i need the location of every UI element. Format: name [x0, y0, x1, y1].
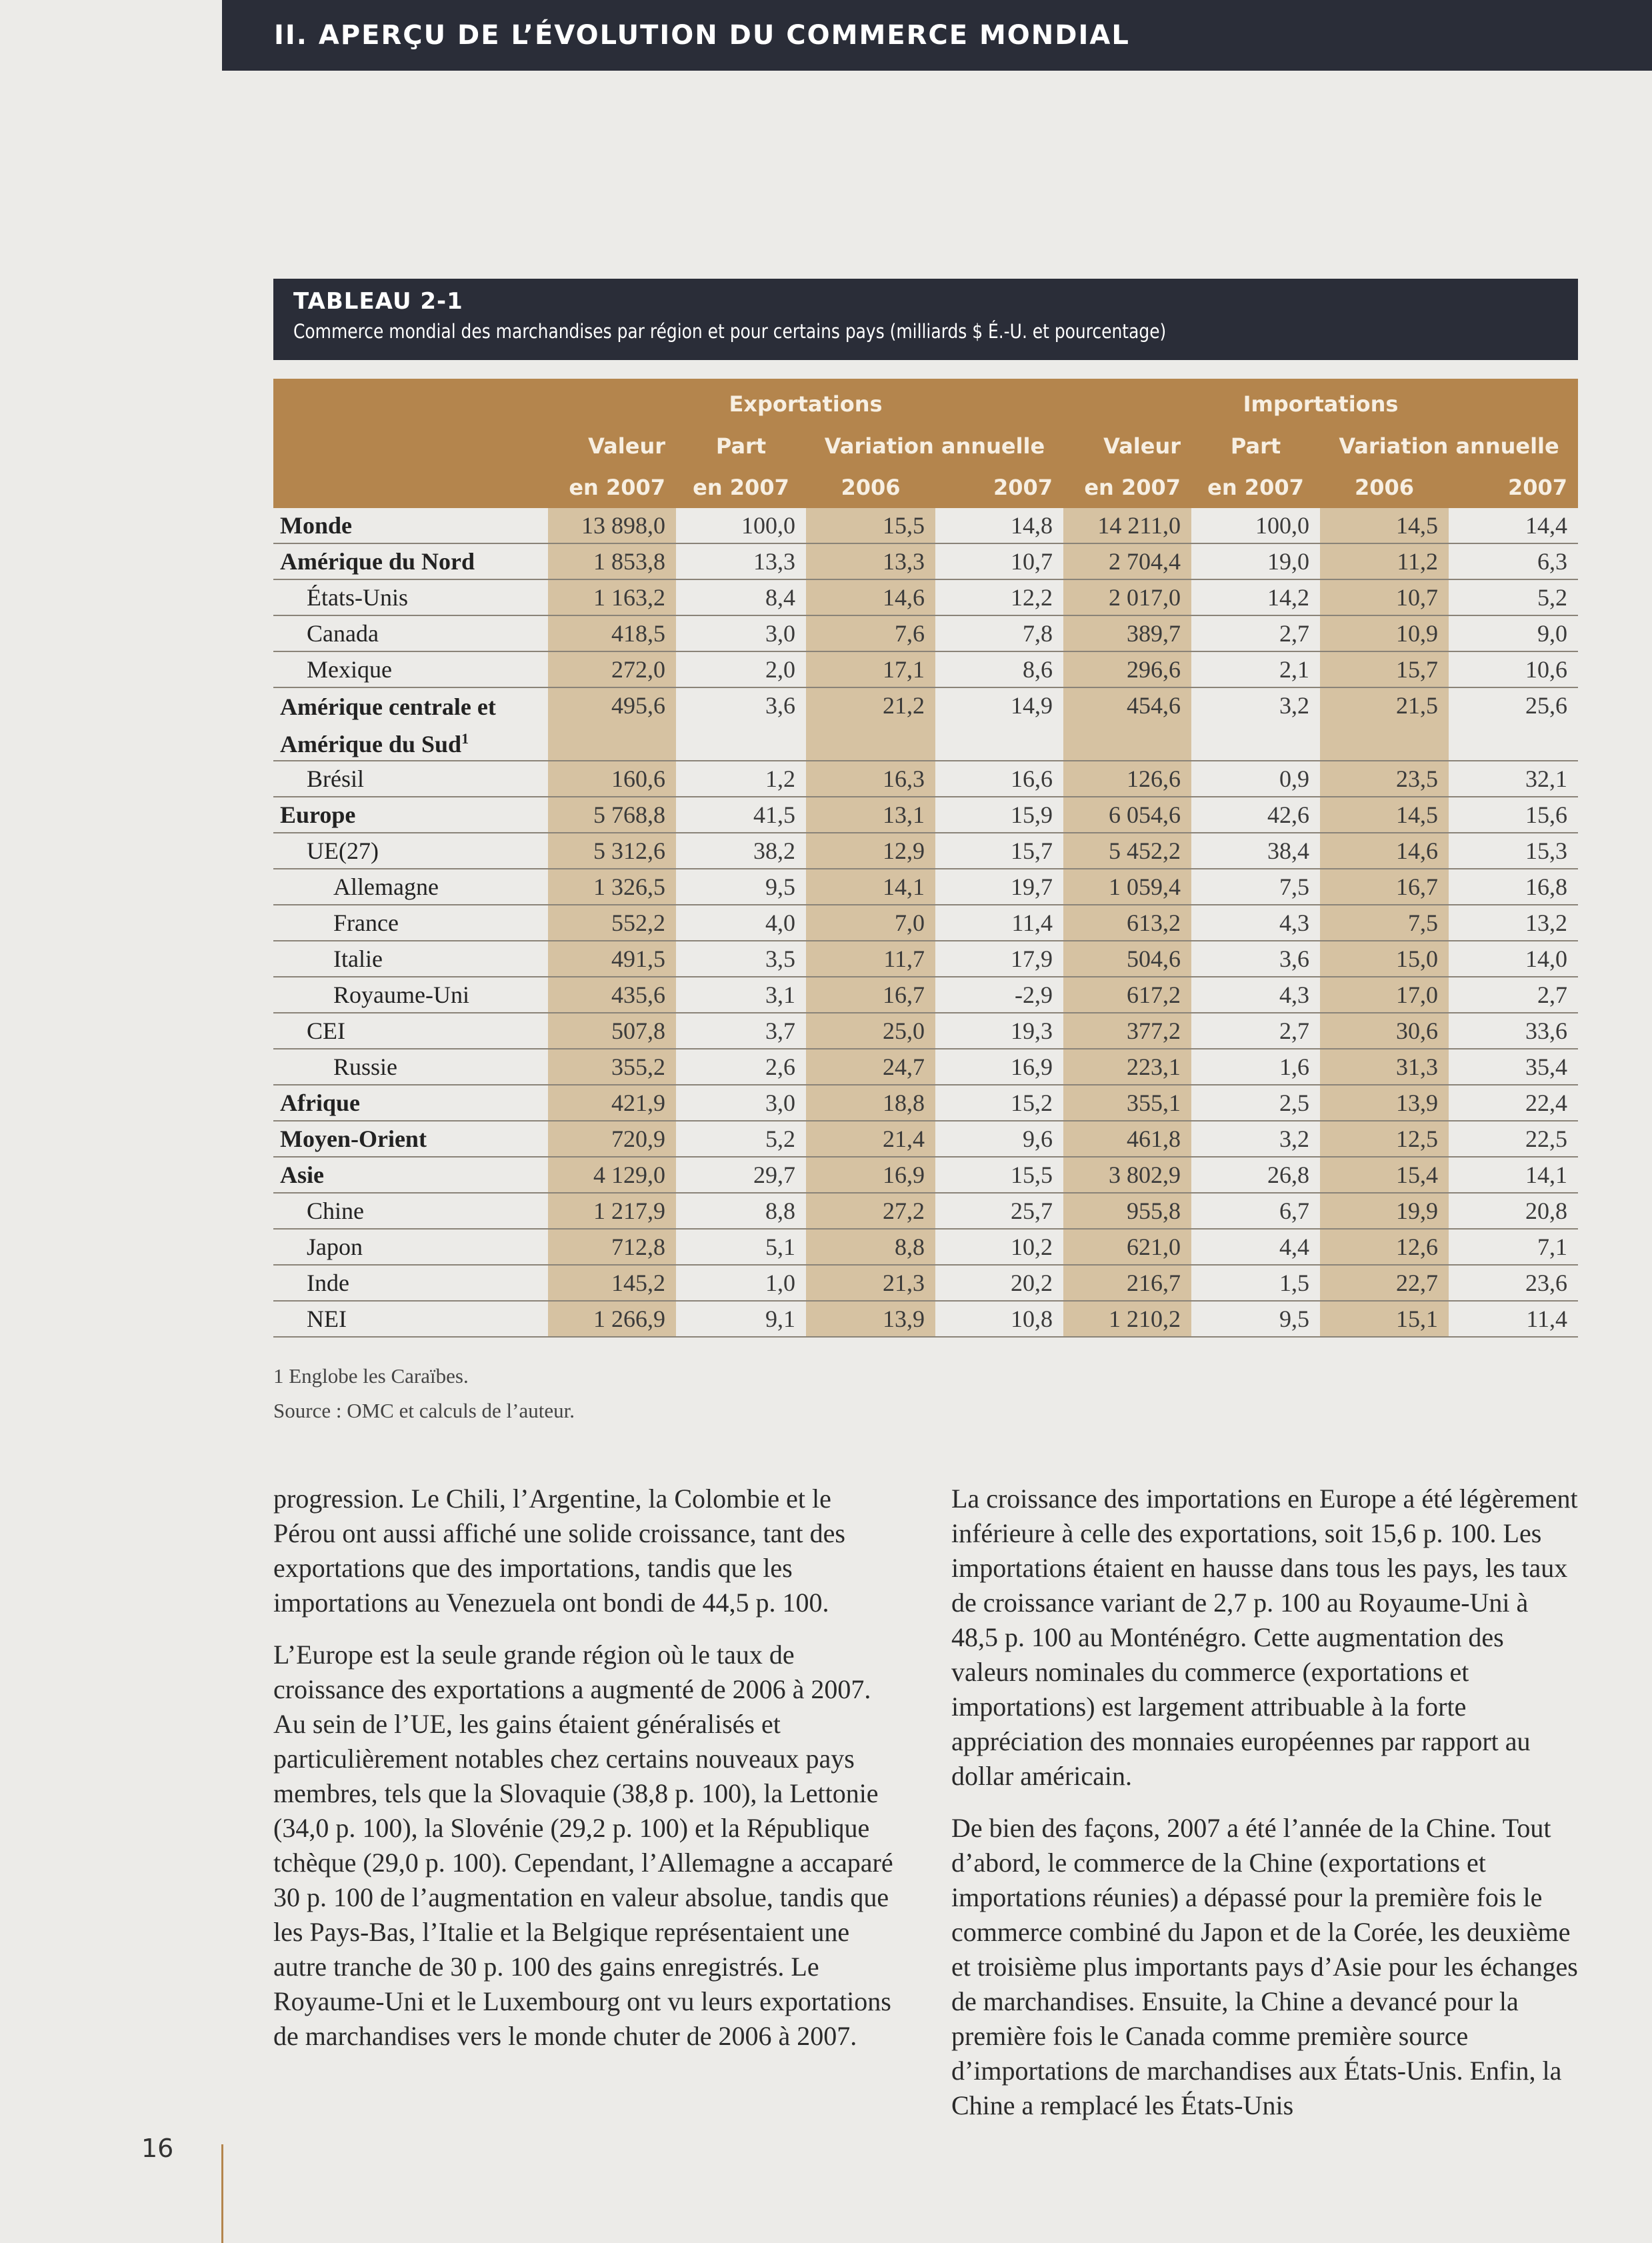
table-cell: 26,8: [1191, 1157, 1320, 1193]
table-cell: 17,9: [935, 941, 1063, 977]
table-cell: 19,3: [935, 1013, 1063, 1049]
table-cell: 2,7: [1449, 977, 1578, 1013]
table-cell: 4 129,0: [548, 1157, 676, 1193]
table-cell: 21,4: [806, 1121, 935, 1157]
table-cell: 30,6: [1320, 1013, 1449, 1049]
table-cell: 13,2: [1449, 905, 1578, 941]
table-cell: 495,6: [548, 687, 676, 761]
table-cell: 8,8: [676, 1193, 806, 1229]
table-cell: 7,1: [1449, 1229, 1578, 1265]
table-row: [273, 1085, 1578, 1121]
table-cell: 12,9: [806, 833, 935, 869]
row-label: [273, 1085, 548, 1121]
table-cell: 18,8: [806, 1085, 935, 1121]
table-cell: 15,5: [806, 508, 935, 543]
table-cell: 4,4: [1191, 1229, 1320, 1265]
table-cell: 216,7: [1063, 1265, 1191, 1301]
table-cell: 11,7: [806, 941, 935, 977]
table-cell: 16,6: [935, 761, 1063, 797]
table-cell: 3,2: [1191, 687, 1320, 761]
table-cell: 15,2: [935, 1085, 1063, 1121]
year-head: en 2007: [1191, 467, 1320, 508]
table-cell: 16,7: [806, 977, 935, 1013]
table-cell: 29,7: [676, 1157, 806, 1193]
year-head: 2007: [1449, 467, 1578, 508]
table-cell: 3 802,9: [1063, 1157, 1191, 1193]
body-column-left: [273, 1482, 900, 2071]
table-row: [273, 869, 1578, 905]
row-label: [273, 543, 548, 579]
row-label-text: France: [333, 909, 399, 936]
table-cell: 14,9: [935, 687, 1063, 761]
table-cell: 491,5: [548, 941, 676, 977]
table-cell: 617,2: [1063, 977, 1191, 1013]
table-cell: 3,6: [1191, 941, 1320, 977]
table-cell: 1 210,2: [1063, 1301, 1191, 1337]
row-label: [273, 508, 548, 543]
year-head: 2006: [1320, 467, 1449, 508]
row-label: [273, 869, 548, 905]
table-cell: 461,8: [1063, 1121, 1191, 1157]
table-row: [273, 1049, 1578, 1085]
table-row: [273, 833, 1578, 869]
table-cell: 21,2: [806, 687, 935, 761]
row-label: [273, 941, 548, 977]
table-cell: 0,9: [1191, 761, 1320, 797]
group-imports: Importations: [1063, 379, 1578, 425]
table-cell: 9,0: [1449, 615, 1578, 651]
table-cell: 15,7: [935, 833, 1063, 869]
table-cell: 20,2: [935, 1265, 1063, 1301]
table-cell: 355,1: [1063, 1085, 1191, 1121]
footnote-marker: 1: [461, 730, 469, 747]
row-label-text: Chine: [307, 1198, 364, 1224]
table-cell: 8,8: [806, 1229, 935, 1265]
table-row: [273, 797, 1578, 833]
table-cell: 27,2: [806, 1193, 935, 1229]
table-cell: 2,7: [1191, 615, 1320, 651]
year-head: en 2007: [1063, 467, 1191, 508]
table-cell: 41,5: [676, 797, 806, 833]
subhead: Part: [676, 425, 806, 467]
table-cell: 13,9: [806, 1301, 935, 1337]
table-cell: 552,2: [548, 905, 676, 941]
table-cell: 22,5: [1449, 1121, 1578, 1157]
table-cell: 14,0: [1449, 941, 1578, 977]
header-row-years: [273, 467, 1578, 508]
table-cell: 42,6: [1191, 797, 1320, 833]
table-cell: 1 853,8: [548, 543, 676, 579]
table-cell: 14,1: [806, 869, 935, 905]
table-cell: 5 452,2: [1063, 833, 1191, 869]
table-cell: 223,1: [1063, 1049, 1191, 1085]
table-cell: 15,6: [1449, 797, 1578, 833]
table-cell: 6,3: [1449, 543, 1578, 579]
table-cell: 2 704,4: [1063, 543, 1191, 579]
table-cell: 6,7: [1191, 1193, 1320, 1229]
row-label: [273, 797, 548, 833]
table-cell: 16,3: [806, 761, 935, 797]
row-label: [273, 761, 548, 797]
table-cell: 1,2: [676, 761, 806, 797]
table-cell: 10,8: [935, 1301, 1063, 1337]
trade-table: [273, 379, 1578, 1338]
source-note: Source : OMC et calculs de l’auteur.: [273, 1399, 575, 1422]
row-label: [273, 687, 548, 761]
row-label: [273, 1157, 548, 1193]
table-cell: 9,5: [1191, 1301, 1320, 1337]
table-cell: 16,8: [1449, 869, 1578, 905]
table-cell: 6 054,6: [1063, 797, 1191, 833]
table-cell: 126,6: [1063, 761, 1191, 797]
table-row: [273, 761, 1578, 797]
table-cell: 5 312,6: [548, 833, 676, 869]
table-cell: 38,2: [676, 833, 806, 869]
table-cell: 3,6: [676, 687, 806, 761]
table-cell: 14,6: [1320, 833, 1449, 869]
subhead: Variation annuelle: [1320, 425, 1578, 467]
row-label-text: Asie: [280, 1162, 324, 1188]
table-cell: 19,9: [1320, 1193, 1449, 1229]
table-cell: 5,2: [676, 1121, 806, 1157]
row-label-text: Amérique centrale et: [280, 693, 496, 720]
table-row: [273, 1013, 1578, 1049]
table-cell: 15,9: [935, 797, 1063, 833]
table-cell: 377,2: [1063, 1013, 1191, 1049]
table-row: [273, 1301, 1578, 1337]
subhead: Valeur: [1063, 425, 1191, 467]
year-head: en 2007: [548, 467, 676, 508]
table-cell: 15,7: [1320, 651, 1449, 687]
row-label-text: Mexique: [307, 656, 392, 683]
table-row: [273, 977, 1578, 1013]
table-cell: 10,2: [935, 1229, 1063, 1265]
row-label-text: NEI: [307, 1306, 347, 1332]
table-cell: 2,5: [1191, 1085, 1320, 1121]
table-cell: 9,5: [676, 869, 806, 905]
row-label: [273, 651, 548, 687]
table-cell: 14,8: [935, 508, 1063, 543]
table-cell: 13,1: [806, 797, 935, 833]
row-label: [273, 1121, 548, 1157]
table-cell: 7,6: [806, 615, 935, 651]
table-cell: 272,0: [548, 651, 676, 687]
table-cell: 1 163,2: [548, 579, 676, 615]
table-cell: 2,6: [676, 1049, 806, 1085]
row-label-text: Italie: [333, 945, 383, 972]
year-head: 2006: [806, 467, 935, 508]
table-cell: 100,0: [1191, 508, 1320, 543]
row-label: [273, 977, 548, 1013]
table-cell: 7,8: [935, 615, 1063, 651]
table-cell: 720,9: [548, 1121, 676, 1157]
table-cell: 1 266,9: [548, 1301, 676, 1337]
table-cell: 3,7: [676, 1013, 806, 1049]
table-caption: Commerce mondial des marchandises par région et pour certains pays (milliards $ É.-U. et pourcentage): [293, 320, 1167, 343]
table-cell: 5,2: [1449, 579, 1578, 615]
page-number: 16: [141, 2134, 174, 2163]
table-cell: 1,0: [676, 1265, 806, 1301]
table-cell: 13 898,0: [548, 508, 676, 543]
table-cell: 16,9: [935, 1049, 1063, 1085]
table-cell: 15,3: [1449, 833, 1578, 869]
table-cell: 3,0: [676, 1085, 806, 1121]
table-cell: 16,7: [1320, 869, 1449, 905]
paragraph: De bien des façons, 2007 a été l’année de la Chine. Tout d’abord, le commerce de la Chine (exportations et importations réunies) a dépassé pour la première fois le commerce combiné du Japon et de la Corée, les deuxième et troisième plus importants pays d’Asie pour les échanges de marchandises. Ensuite, la Chine a devancé pour la première fois le Canada comme première source d’importations de marchandises aux États-Unis. Enfin, la Chine a remplacé les États-Unis: [951, 1813, 1578, 2120]
row-label-text: Brésil: [307, 765, 364, 792]
table-cell: 21,3: [806, 1265, 935, 1301]
table-cell: 32,1: [1449, 761, 1578, 797]
table-cell: 17,0: [1320, 977, 1449, 1013]
table-cell: 22,7: [1320, 1265, 1449, 1301]
table-cell: 16,9: [806, 1157, 935, 1193]
row-label: [273, 615, 548, 651]
table-cell: 1 326,5: [548, 869, 676, 905]
table-cell: 296,6: [1063, 651, 1191, 687]
table-cell: 21,5: [1320, 687, 1449, 761]
table-cell: 2,0: [676, 651, 806, 687]
table-cell: 19,0: [1191, 543, 1320, 579]
table-cell: 11,2: [1320, 543, 1449, 579]
subhead: Part: [1191, 425, 1320, 467]
table-cell: 14 211,0: [1063, 508, 1191, 543]
table-row: [273, 1265, 1578, 1301]
table-cell: 10,7: [935, 543, 1063, 579]
table-cell: 1,6: [1191, 1049, 1320, 1085]
table-cell: 25,6: [1449, 687, 1578, 761]
table-cell: 13,9: [1320, 1085, 1449, 1121]
table-cell: 421,9: [548, 1085, 676, 1121]
row-label-text: Canada: [307, 620, 379, 647]
subhead: Valeur: [548, 425, 676, 467]
table-cell: 11,4: [935, 905, 1063, 941]
row-label-text: CEI: [307, 1017, 345, 1044]
table-notes: [273, 1359, 575, 1428]
header-row-subheads: [273, 425, 1578, 467]
table-cell: 33,6: [1449, 1013, 1578, 1049]
table-cell: 8,6: [935, 651, 1063, 687]
table-cell: 12,5: [1320, 1121, 1449, 1157]
row-label-text: Monde: [280, 512, 352, 539]
row-label: [273, 833, 548, 869]
row-label-text: Amérique du Sud: [280, 731, 462, 757]
table-cell: 35,4: [1449, 1049, 1578, 1085]
table-row: [273, 508, 1578, 543]
table-cell: 24,7: [806, 1049, 935, 1085]
table-row: [273, 1193, 1578, 1229]
table-cell: 23,6: [1449, 1265, 1578, 1301]
row-label: [273, 1013, 548, 1049]
table-cell: 14,1: [1449, 1157, 1578, 1193]
table-row: [273, 905, 1578, 941]
paragraph: La croissance des importations en Europe a été légèrement inférieure à celle des exportations, soit 15,6 p. 100. Les importations étaient en hausse dans tous les pays, les taux de croissance variant de 2,7 p. 100 au Royaume-Uni à 48,5 p. 100 au Monténégro. Cette augmentation des valeurs nominales du commerce (exportations et importations) est largement attribuable à la forte appréciation des monnaies européennes par rapport au dollar américain.: [951, 1484, 1578, 1791]
table-cell: 9,1: [676, 1301, 806, 1337]
table-cell: 15,5: [935, 1157, 1063, 1193]
table-cell: 38,4: [1191, 833, 1320, 869]
table-cell: 504,6: [1063, 941, 1191, 977]
table-row: [273, 1229, 1578, 1265]
table-row: [273, 543, 1578, 579]
year-head: 2007: [935, 467, 1063, 508]
row-label-text: Royaume-Uni: [333, 981, 469, 1008]
table-cell: 4,3: [1191, 905, 1320, 941]
table-cell: 2,7: [1191, 1013, 1320, 1049]
table-cell: 14,4: [1449, 508, 1578, 543]
table-cell: 9,6: [935, 1121, 1063, 1157]
table-row: [273, 615, 1578, 651]
table-cell: 1,5: [1191, 1265, 1320, 1301]
table-cell: 1 059,4: [1063, 869, 1191, 905]
footnote: 1 Englobe les Caraïbes.: [273, 1364, 469, 1388]
table-cell: 15,0: [1320, 941, 1449, 977]
table-cell: 13,3: [676, 543, 806, 579]
table-cell: 2,1: [1191, 651, 1320, 687]
table-cell: 4,3: [1191, 977, 1320, 1013]
table-cell: 10,7: [1320, 579, 1449, 615]
table-cell: 17,1: [806, 651, 935, 687]
row-label-text: Russie: [333, 1053, 398, 1080]
subhead: Variation annuelle: [806, 425, 1063, 467]
row-label: [273, 1301, 548, 1337]
table-row: [273, 1157, 1578, 1193]
table-cell: 20,8: [1449, 1193, 1578, 1229]
table-cell: 613,2: [1063, 905, 1191, 941]
table-cell: 100,0: [676, 508, 806, 543]
row-label: [273, 1193, 548, 1229]
table-cell: 11,4: [1449, 1301, 1578, 1337]
table-cell: 4,0: [676, 905, 806, 941]
row-label: [273, 1049, 548, 1085]
row-label-text: Europe: [280, 801, 356, 828]
table-row: [273, 941, 1578, 977]
table-caption-box: [273, 279, 1578, 360]
table-cell: -2,9: [935, 977, 1063, 1013]
section-header: [222, 0, 1652, 71]
table-cell: 2 017,0: [1063, 579, 1191, 615]
table-cell: 389,7: [1063, 615, 1191, 651]
body-column-right: [951, 1482, 1578, 2140]
table-cell: 25,0: [806, 1013, 935, 1049]
table-cell: 14,2: [1191, 579, 1320, 615]
table-cell: 22,4: [1449, 1085, 1578, 1121]
table-cell: 1 217,9: [548, 1193, 676, 1229]
table-cell: 7,5: [1320, 905, 1449, 941]
table-cell: 8,4: [676, 579, 806, 615]
table-cell: 160,6: [548, 761, 676, 797]
table-cell: 19,7: [935, 869, 1063, 905]
table-cell: 145,2: [548, 1265, 676, 1301]
table-cell: 5 768,8: [548, 797, 676, 833]
table-cell: 25,7: [935, 1193, 1063, 1229]
table-cell: 355,2: [548, 1049, 676, 1085]
table-cell: 3,1: [676, 977, 806, 1013]
table-cell: 7,5: [1191, 869, 1320, 905]
paragraph: progression. Le Chili, l’Argentine, la Colombie et le Pérou ont aussi affiché une solide croissance, tant des exportations que des importations, tandis que les importations au Venezuela ont bondi de 44,5 p. 100.: [273, 1484, 845, 1618]
table-cell: 435,6: [548, 977, 676, 1013]
row-label-text: Inde: [307, 1270, 349, 1296]
row-label-text: Japon: [307, 1234, 363, 1260]
table-cell: 23,5: [1320, 761, 1449, 797]
table-cell: 621,0: [1063, 1229, 1191, 1265]
row-label-text: Allemagne: [333, 873, 439, 900]
table-cell: 15,4: [1320, 1157, 1449, 1193]
table-cell: 14,6: [806, 579, 935, 615]
table-cell: 31,3: [1320, 1049, 1449, 1085]
row-label-text: États-Unis: [307, 584, 408, 611]
row-label: [273, 1229, 548, 1265]
table-cell: 3,2: [1191, 1121, 1320, 1157]
table-cell: 7,0: [806, 905, 935, 941]
table-cell: 14,5: [1320, 508, 1449, 543]
table-cell: 10,9: [1320, 615, 1449, 651]
table-cell: 15,1: [1320, 1301, 1449, 1337]
table-row: [273, 687, 1578, 761]
section-title: II. APERÇU DE L’ÉVOLUTION DU COMMERCE MONDIAL: [274, 20, 1130, 51]
table-cell: 3,5: [676, 941, 806, 977]
table-cell: 13,3: [806, 543, 935, 579]
row-label-text: Afrique: [280, 1089, 360, 1116]
row-label: [273, 1265, 548, 1301]
row-label-text: Amérique du Nord: [280, 548, 475, 575]
margin-rule: [221, 2144, 223, 2243]
table-label: TABLEAU 2-1: [293, 288, 463, 315]
paragraph: L’Europe est la seule grande région où le taux de croissance des exportations a augmenté de 2006 à 2007. Au sein de l’UE, les gains étaient généralisés et particulièrement notables chez certains nouveaux pays membres, tels que la Slovaquie (38,8 p. 100), la Lettonie (34,0 p. 100), la Slovénie (29,2 p. 100) et la République tchèque (29,0 p. 100). Cependant, l’Allemagne a accaparé 30 p. 100 de l’augmentation en valeur absolue, tandis que les Pays-Bas, l’Italie et la Belgique représentaient une autre tranche de 30 p. 100 des gains enregistrés. Le Royaume-Uni et le Luxembourg ont vu leurs exportations de marchandises vers le monde chuter de 2006 à 2007.: [273, 1640, 893, 2051]
table-cell: 955,8: [1063, 1193, 1191, 1229]
header-row-groups: [273, 379, 1578, 425]
row-label: [273, 905, 548, 941]
table-row: [273, 579, 1578, 615]
table-cell: 5,1: [676, 1229, 806, 1265]
table-cell: 418,5: [548, 615, 676, 651]
table-cell: 14,5: [1320, 797, 1449, 833]
row-label-text: UE(27): [307, 837, 379, 864]
group-exports: Exportations: [548, 379, 1063, 425]
table-cell: 3,0: [676, 615, 806, 651]
table-cell: 12,6: [1320, 1229, 1449, 1265]
table-cell: 507,8: [548, 1013, 676, 1049]
row-label-text: Moyen-Orient: [280, 1126, 427, 1152]
table-cell: 454,6: [1063, 687, 1191, 761]
row-label: [273, 579, 548, 615]
year-head: en 2007: [676, 467, 806, 508]
table-row: [273, 651, 1578, 687]
table-cell: 12,2: [935, 579, 1063, 615]
table-cell: 712,8: [548, 1229, 676, 1265]
table-row: [273, 1121, 1578, 1157]
table-cell: 10,6: [1449, 651, 1578, 687]
